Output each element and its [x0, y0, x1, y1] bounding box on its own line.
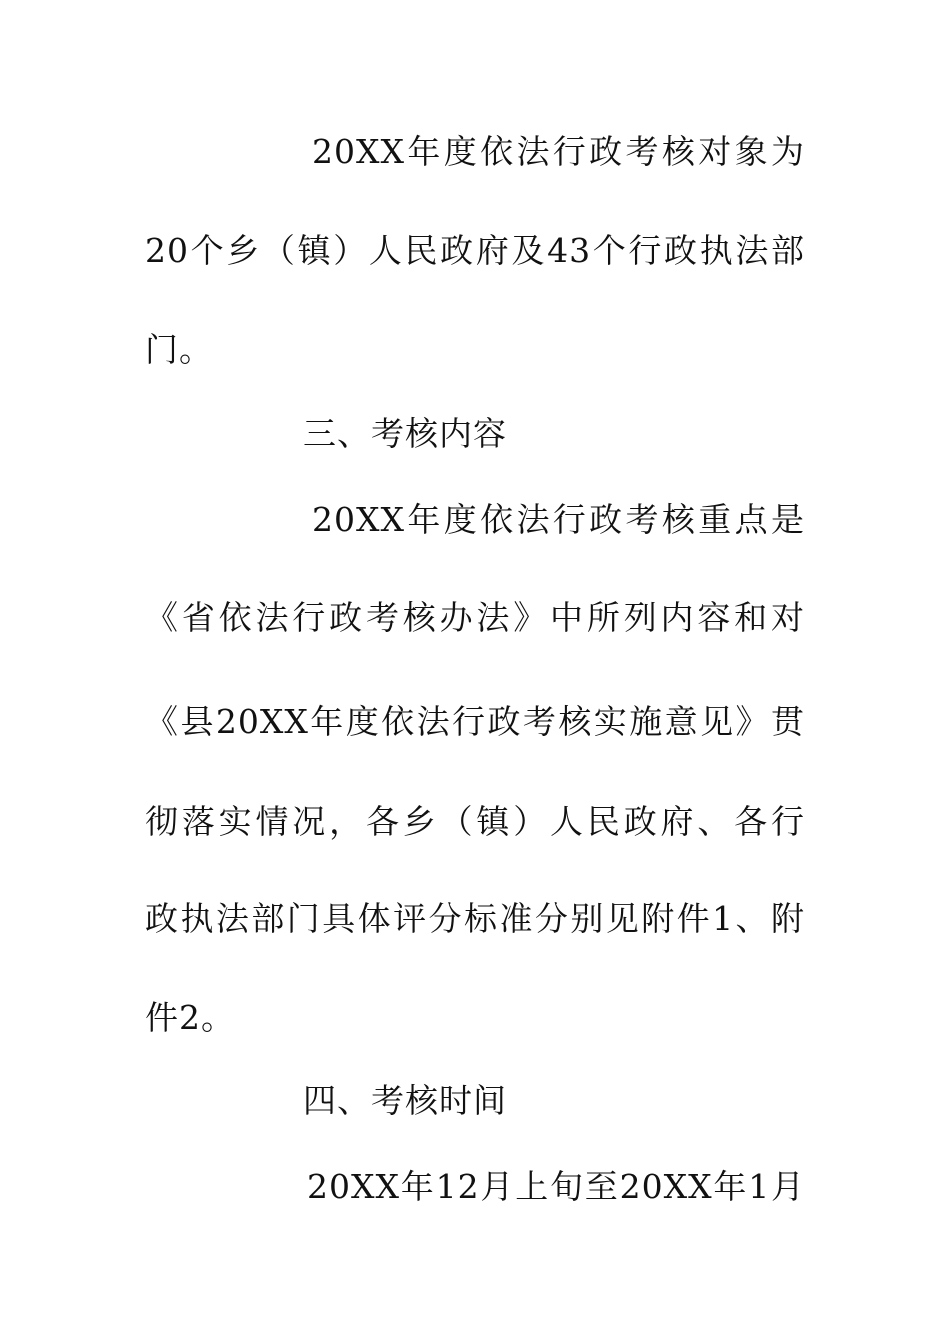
- section-heading-time: 四、考核时间: [303, 1081, 507, 1120]
- paragraph-line: 《省依法行政考核办法》中所列内容和对: [145, 598, 805, 637]
- paragraph-line: 门。: [145, 330, 213, 369]
- paragraph-line: 政执法部门具体评分标准分别见附件1、附: [145, 899, 805, 938]
- paragraph-line: 彻落实情况，各乡（镇）人民政府、各行: [145, 802, 805, 841]
- paragraph-line: 《县20XX年度依法行政考核实施意见》贯: [145, 702, 805, 741]
- paragraph-line: 20XX年12月上旬至20XX年1月: [307, 1167, 805, 1206]
- paragraph-line: 20个乡（镇）人民政府及43个行政执法部: [145, 231, 805, 270]
- section-heading-content: 三、考核内容: [303, 414, 507, 453]
- paragraph-line: 件2。: [145, 998, 235, 1037]
- paragraph-line: 20XX年度依法行政考核重点是: [312, 500, 805, 539]
- paragraph-line: 20XX年度依法行政考核对象为: [312, 132, 805, 171]
